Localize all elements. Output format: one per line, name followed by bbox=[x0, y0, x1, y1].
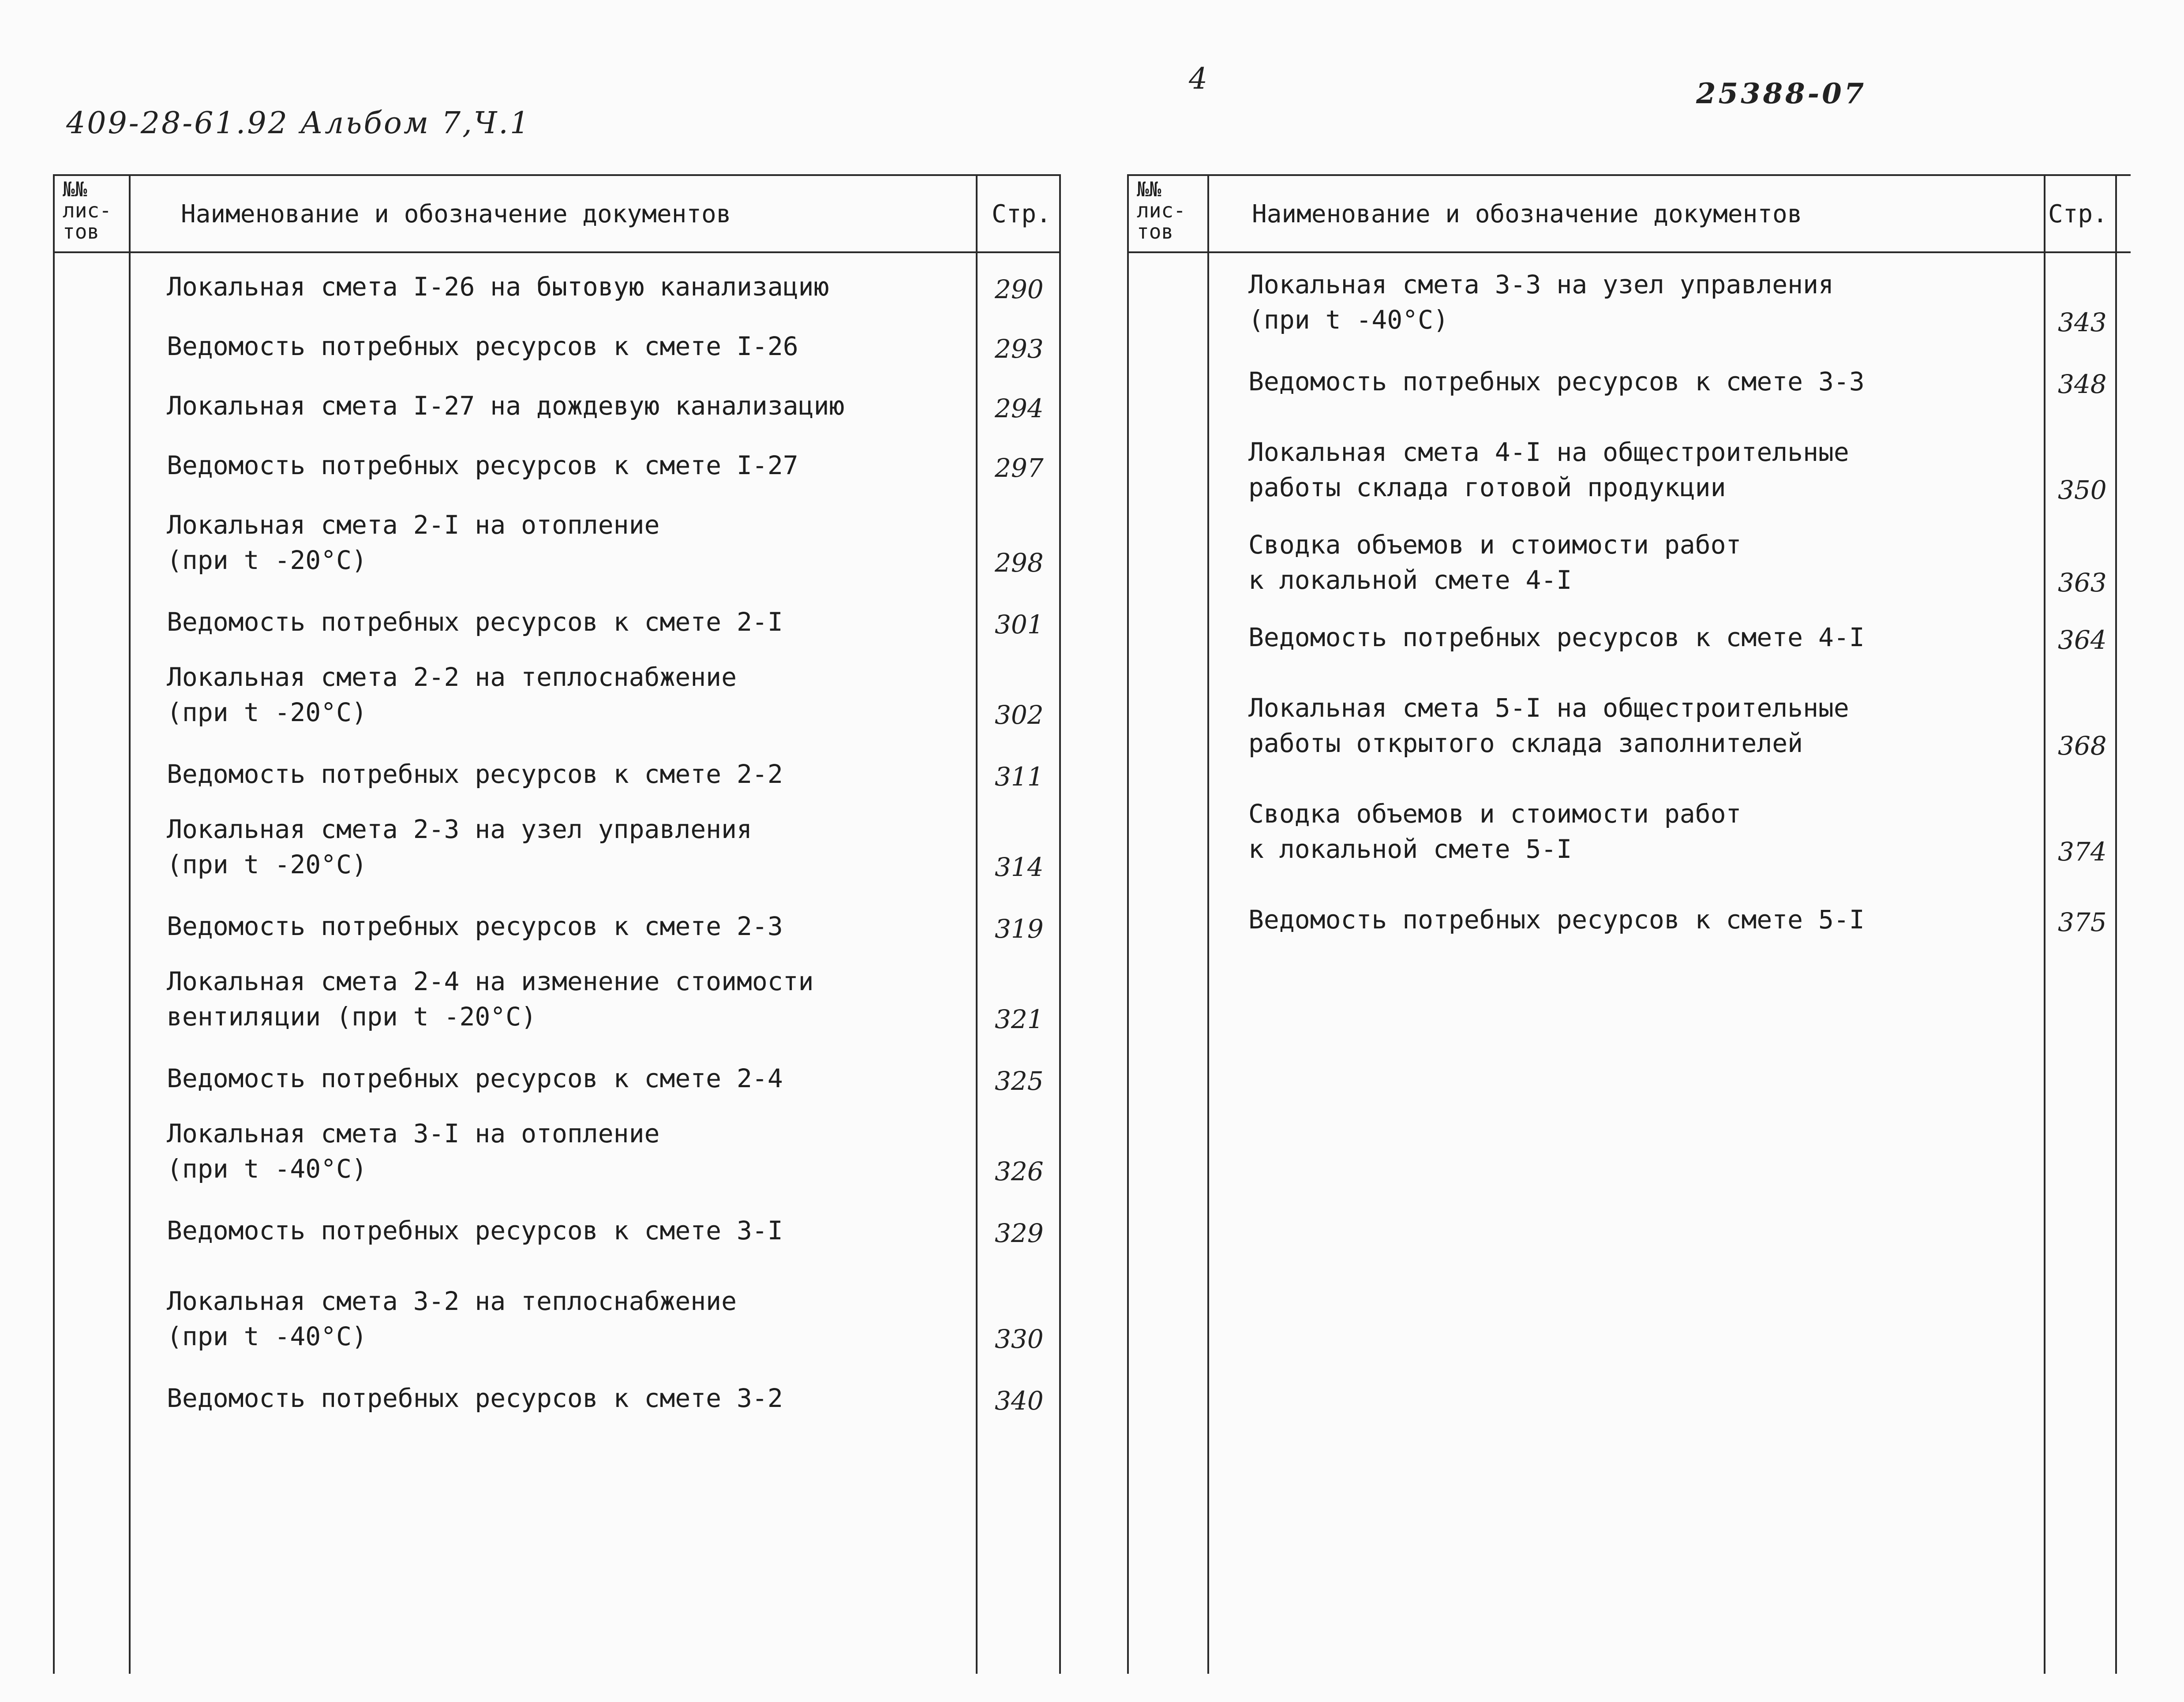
page-ref: 374 bbox=[2058, 837, 2107, 867]
column-divider bbox=[1207, 174, 1209, 1674]
document-title-line: Локальная смета 2-4 на изменение стоимости bbox=[167, 966, 814, 996]
document-title-line: (при t -40°С) bbox=[1248, 305, 1449, 335]
page-ref: 326 bbox=[995, 1156, 1044, 1186]
document-title-line: Ведомость потребных ресурсов к смете 2-3 bbox=[167, 911, 783, 941]
document-title bbox=[167, 1116, 659, 1186]
document-title-line: Сводка объемов и стоимости работ bbox=[1248, 530, 1742, 560]
column-header-sheet-number bbox=[1137, 179, 1203, 256]
column-header-sheet-number bbox=[63, 179, 129, 256]
document-title-line: (при t -40°С) bbox=[167, 1154, 367, 1184]
document-title-line: Ведомость потребных ресурсов к смете 2-2 bbox=[167, 759, 783, 789]
document-title-line: Ведомость потребных ресурсов к смете I-27 bbox=[167, 450, 798, 480]
document-title bbox=[1248, 690, 1849, 761]
document-title bbox=[167, 1380, 783, 1416]
document-title-line: Ведомость потребных ресурсов к смете 3-2 bbox=[167, 1383, 783, 1413]
document-title-line: Локальная смета 3-2 на теплоснабжение bbox=[167, 1286, 737, 1316]
document-title-line: Сводка объемов и стоимости работ bbox=[1248, 799, 1742, 829]
document-title bbox=[167, 1061, 783, 1096]
document-title-line: Ведомость потребных ресурсов к смете 2-4 bbox=[167, 1063, 783, 1093]
page-ref: 329 bbox=[995, 1218, 1044, 1248]
document-title-line: (при t -40°С) bbox=[167, 1321, 367, 1351]
document-title bbox=[1248, 527, 1741, 598]
document-title-line: Локальная смета 5-I на общестроительные bbox=[1248, 693, 1849, 723]
header-line: лис- bbox=[1137, 198, 1186, 222]
document-title-line: работы склада готовой продукции bbox=[1248, 472, 1726, 502]
page-ref: 294 bbox=[995, 393, 1044, 423]
document-title-line: Локальная смета I-27 на дождевую канализацию bbox=[167, 391, 845, 421]
column-divider bbox=[976, 174, 978, 1674]
page-ref: 311 bbox=[995, 762, 1044, 792]
column-header-page: Стр. bbox=[992, 200, 1051, 228]
inventory-number: 25388-07 bbox=[1696, 77, 1867, 110]
page-ref: 368 bbox=[2058, 731, 2107, 761]
column-divider bbox=[2044, 174, 2045, 1674]
page-ref: 302 bbox=[995, 700, 1044, 730]
page-ref: 363 bbox=[2058, 568, 2107, 598]
page-ref: 290 bbox=[995, 274, 1044, 304]
document-title bbox=[167, 1213, 783, 1248]
column-divider bbox=[129, 174, 131, 1674]
column-header-page: Стр. bbox=[2048, 200, 2108, 228]
document-title-line: Ведомость потребных ресурсов к смете I-26 bbox=[167, 331, 798, 361]
document-title bbox=[1248, 902, 1865, 937]
page-ref: 350 bbox=[2058, 475, 2107, 505]
header-line: лис- bbox=[63, 198, 112, 222]
page-ref: 343 bbox=[2058, 307, 2107, 337]
page-ref: 330 bbox=[995, 1324, 1044, 1354]
header-line: тов bbox=[1137, 220, 1174, 243]
page-ref: 375 bbox=[2058, 907, 2107, 937]
document-title bbox=[167, 812, 752, 882]
document-title-line: (при t -20°С) bbox=[167, 697, 367, 727]
document-title-line: работы открытого склада заполнителей bbox=[1248, 728, 1803, 758]
document-code: 409-28-61.92 Альбом 7,Ч.1 bbox=[66, 106, 531, 141]
table-border-right bbox=[2115, 174, 2117, 1674]
page-ref: 340 bbox=[995, 1386, 1044, 1416]
document-title-line: Ведомость потребных ресурсов к смете 3-I bbox=[167, 1216, 783, 1246]
document-title bbox=[167, 269, 829, 304]
column-header-document-name: Наименование и обозначение документов bbox=[1252, 200, 1802, 228]
page-number: 4 bbox=[1189, 62, 1207, 96]
page-ref: 298 bbox=[995, 548, 1044, 578]
document-title-line: Локальная смета 3-I на отопление bbox=[167, 1118, 660, 1148]
table-top-rule bbox=[1127, 174, 2131, 176]
document-title-line: к локальной смете 5-I bbox=[1248, 834, 1572, 864]
document-title bbox=[167, 448, 798, 483]
document-title bbox=[167, 329, 798, 364]
document-title-line: Локальная смета 2-3 на узел управления bbox=[167, 814, 752, 844]
page-ref: 325 bbox=[995, 1066, 1044, 1096]
document-title bbox=[1248, 267, 1834, 337]
document-title-line: Локальная смета 3-3 на узел управления bbox=[1248, 269, 1834, 299]
document-title bbox=[1248, 620, 1865, 655]
table-border-left bbox=[1127, 174, 1129, 1674]
document-title bbox=[167, 909, 783, 944]
document-title-line: Локальная смета 4-I на общестроительные bbox=[1248, 437, 1849, 467]
header-line: №№ bbox=[63, 177, 87, 201]
column-header-document-name: Наименование и обозначение документов bbox=[181, 200, 731, 228]
document-title bbox=[167, 756, 783, 792]
document-title-line: вентиляции (при t -20°С) bbox=[167, 1002, 537, 1032]
document-title bbox=[167, 604, 783, 640]
document-title-line: Ведомость потребных ресурсов к смете 2-I bbox=[167, 607, 783, 637]
table-border-left bbox=[53, 174, 55, 1674]
page-ref: 321 bbox=[995, 1004, 1044, 1034]
document-title-line: к локальной смете 4-I bbox=[1248, 565, 1572, 595]
document-title bbox=[1248, 434, 1849, 505]
document-title bbox=[167, 1283, 737, 1354]
document-title-line: Локальная смета 2-2 на теплоснабжение bbox=[167, 662, 737, 692]
header-line: №№ bbox=[1137, 177, 1161, 201]
document-title-line: Ведомость потребных ресурсов к смете 5-I bbox=[1248, 905, 1865, 935]
contents-table-right bbox=[1127, 174, 2131, 1674]
document-title bbox=[167, 388, 844, 423]
document-title-line: Ведомость потребных ресурсов к смете 3-3 bbox=[1248, 367, 1865, 397]
document-title-line: Ведомость потребных ресурсов к смете 4-I bbox=[1248, 622, 1865, 652]
page-ref: 301 bbox=[995, 610, 1044, 640]
document-title-line: Локальная смета I-26 на бытовую канализацию bbox=[167, 272, 829, 302]
table-border-right bbox=[1059, 174, 1061, 1674]
document-title bbox=[1248, 364, 1865, 399]
page-ref: 348 bbox=[2058, 369, 2107, 399]
page-ref: 314 bbox=[995, 852, 1044, 882]
document-title-line: (при t -20°С) bbox=[167, 545, 367, 575]
document-title bbox=[167, 964, 814, 1034]
document-title-line: (при t -20°С) bbox=[167, 849, 367, 879]
page-ref: 319 bbox=[995, 914, 1044, 944]
page-ref: 364 bbox=[2058, 625, 2107, 655]
contents-table-left bbox=[53, 174, 1061, 1674]
table-top-rule bbox=[53, 174, 1061, 176]
document-title bbox=[1248, 796, 1741, 867]
document-title-line: Локальная смета 2-I на отопление bbox=[167, 510, 660, 540]
document-title bbox=[167, 659, 737, 730]
header-line: тов bbox=[63, 220, 100, 243]
document-title bbox=[167, 507, 659, 578]
page-ref: 297 bbox=[995, 453, 1044, 483]
page-ref: 293 bbox=[995, 334, 1044, 364]
